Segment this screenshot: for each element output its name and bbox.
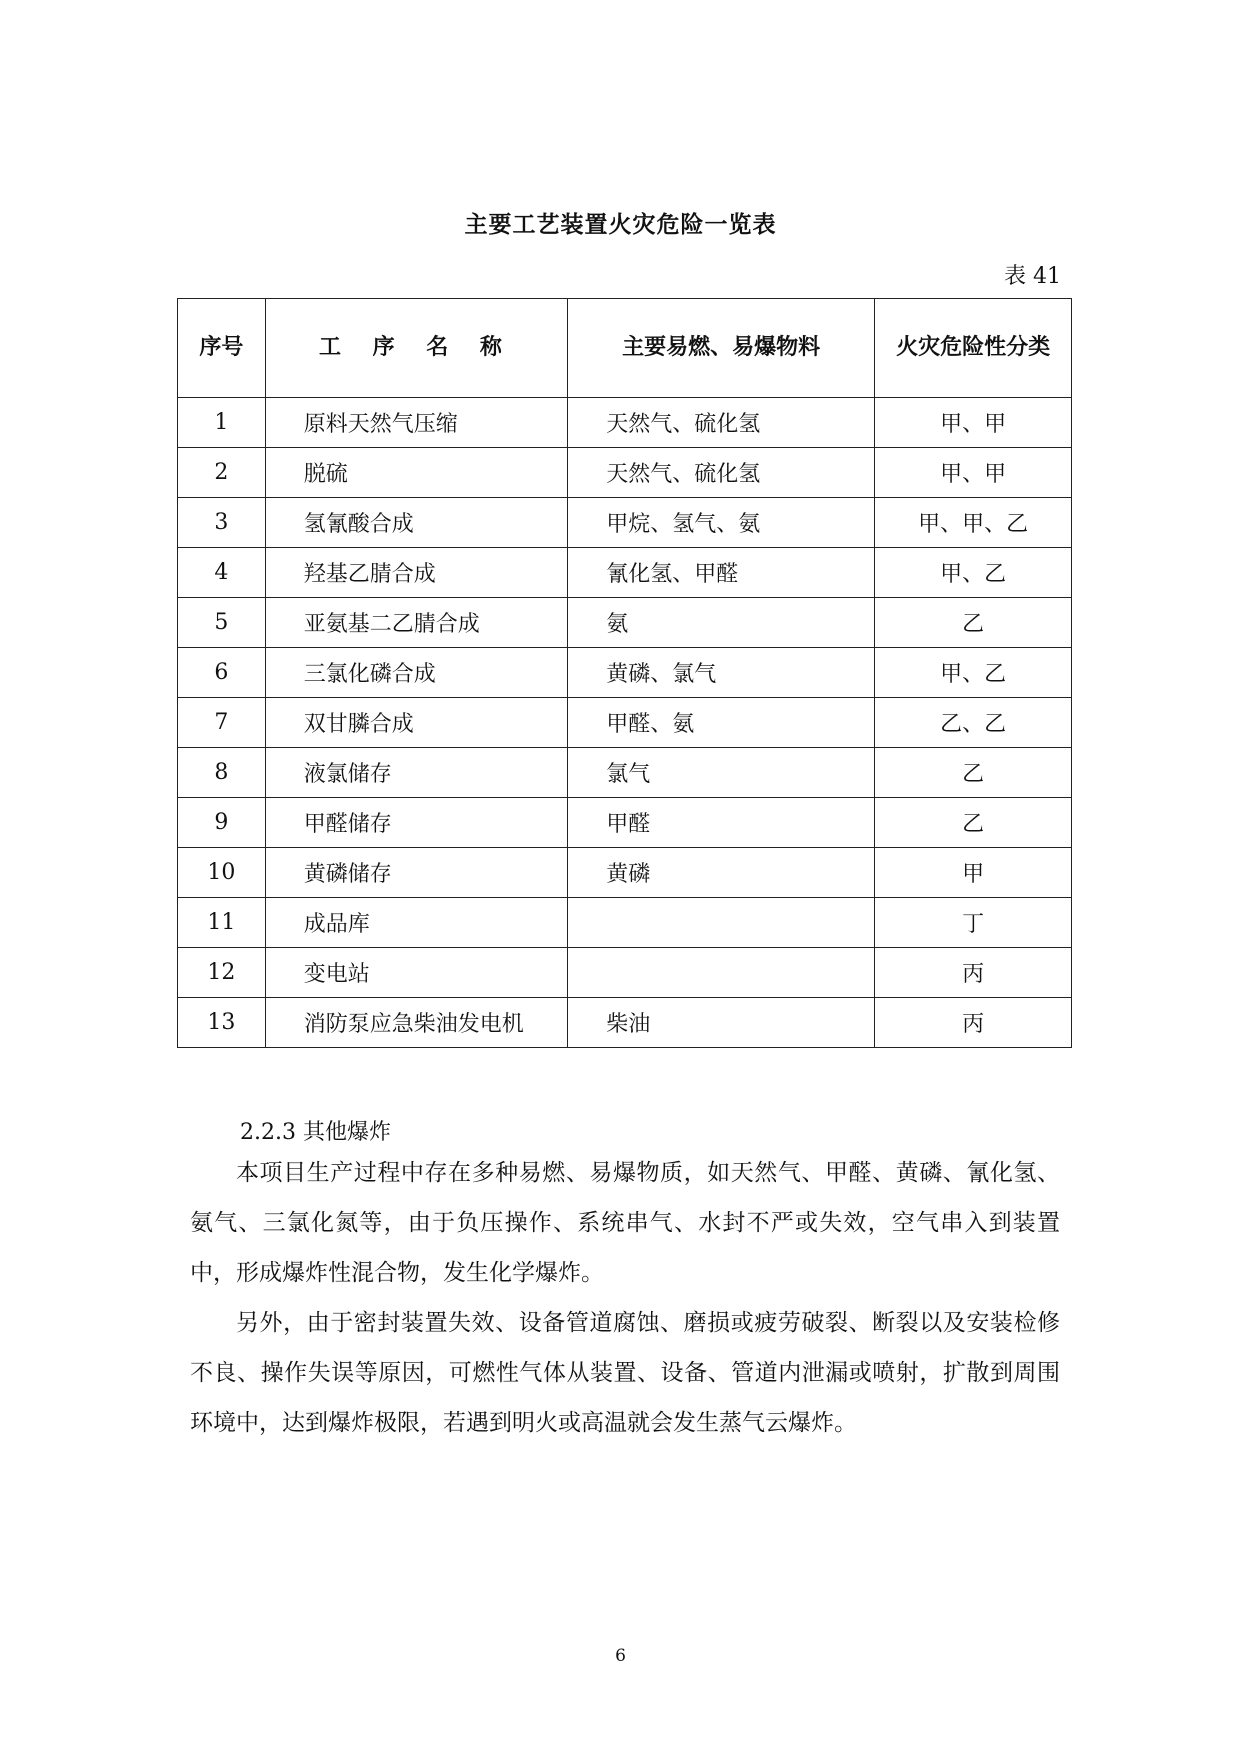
- table-header-row: [178, 299, 1072, 398]
- cell-fire-class: 甲、甲: [875, 398, 1072, 448]
- table-row: [178, 998, 1072, 1048]
- cell-materials: 氯气: [568, 748, 875, 798]
- cell-fire-class: 甲、乙: [875, 548, 1072, 598]
- cell-process: 黄磷储存: [265, 848, 567, 898]
- cell-process: 氢氰酸合成: [265, 498, 567, 548]
- cell-materials: 氰化氢、甲醛: [568, 548, 875, 598]
- cell-fire-class: 甲: [875, 848, 1072, 898]
- cell-fire-class: 乙: [875, 748, 1072, 798]
- table-body: [178, 398, 1072, 1048]
- table-row: [178, 898, 1072, 948]
- cell-seq: 5: [178, 598, 266, 648]
- page-number: 6: [615, 1646, 626, 1666]
- cell-materials: [568, 948, 875, 998]
- cell-materials: 氨: [568, 598, 875, 648]
- header-seq: 序号: [178, 299, 266, 398]
- cell-materials: 甲醛: [568, 798, 875, 848]
- cell-process: 脱硫: [265, 448, 567, 498]
- cell-process: 变电站: [265, 948, 567, 998]
- section-heading: 2.2.3 其他爆炸: [240, 1120, 391, 1145]
- cell-materials: 黄磷、氯气: [568, 648, 875, 698]
- header-materials: 主要易燃、易爆物料: [568, 299, 875, 398]
- paragraph-1: 本项目生产过程中存在多种易燃、易爆物质，如天然气、甲醛、黄磷、氰化氢、氨气、三氯化氮等，由于负压操作、系统串气、水封不严或失效，空气串入到装置中，形成爆炸性混合物，发生化学爆炸。: [190, 1160, 1060, 1286]
- cell-seq: 12: [178, 948, 266, 998]
- cell-materials: 柴油: [568, 998, 875, 1048]
- table-title: 主要工艺装置火灾危险一览表: [464, 212, 777, 238]
- cell-seq: 3: [178, 498, 266, 548]
- cell-fire-class: 甲、甲: [875, 448, 1072, 498]
- table-row: [178, 498, 1072, 548]
- cell-seq: 13: [178, 998, 266, 1048]
- table-row: [178, 848, 1072, 898]
- fire-hazard-table: [177, 298, 1072, 1048]
- cell-seq: 11: [178, 898, 266, 948]
- cell-fire-class: 丙: [875, 948, 1072, 998]
- cell-seq: 1: [178, 398, 266, 448]
- table-row: [178, 948, 1072, 998]
- cell-fire-class: 乙、乙: [875, 698, 1072, 748]
- cell-materials: 甲烷、氢气、氨: [568, 498, 875, 548]
- table-number: 表 41: [1004, 264, 1061, 289]
- cell-process: 双甘膦合成: [265, 698, 567, 748]
- cell-fire-class: 丁: [875, 898, 1072, 948]
- header-process: 工 序 名 称: [265, 299, 567, 398]
- table-row: [178, 748, 1072, 798]
- cell-process: 羟基乙腈合成: [265, 548, 567, 598]
- cell-fire-class: 乙: [875, 598, 1072, 648]
- cell-seq: 8: [178, 748, 266, 798]
- cell-seq: 2: [178, 448, 266, 498]
- cell-fire-class: 丙: [875, 998, 1072, 1048]
- table-row: [178, 798, 1072, 848]
- table-row: [178, 448, 1072, 498]
- cell-process: 亚氨基二乙腈合成: [265, 598, 567, 648]
- cell-materials: 天然气、硫化氢: [568, 398, 875, 448]
- cell-seq: 6: [178, 648, 266, 698]
- cell-process: 消防泵应急柴油发电机: [265, 998, 567, 1048]
- cell-process: 原料天然气压缩: [265, 398, 567, 448]
- cell-materials: [568, 898, 875, 948]
- table-row: [178, 398, 1072, 448]
- cell-seq: 4: [178, 548, 266, 598]
- cell-fire-class: 甲、甲、乙: [875, 498, 1072, 548]
- table-row: [178, 648, 1072, 698]
- table-row: [178, 548, 1072, 598]
- cell-seq: 10: [178, 848, 266, 898]
- cell-fire-class: 甲、乙: [875, 648, 1072, 698]
- cell-process: 液氯储存: [265, 748, 567, 798]
- cell-materials: 天然气、硫化氢: [568, 448, 875, 498]
- table-row: [178, 598, 1072, 648]
- cell-process: 三氯化磷合成: [265, 648, 567, 698]
- cell-fire-class: 乙: [875, 798, 1072, 848]
- cell-process: 甲醛储存: [265, 798, 567, 848]
- cell-seq: 9: [178, 798, 266, 848]
- cell-seq: 7: [178, 698, 266, 748]
- table-row: [178, 698, 1072, 748]
- header-fire-class: 火灾危险性分类: [875, 299, 1072, 398]
- cell-materials: 甲醛、氨: [568, 698, 875, 748]
- cell-materials: 黄磷: [568, 848, 875, 898]
- cell-process: 成品库: [265, 898, 567, 948]
- paragraph-2: 另外，由于密封装置失效、设备管道腐蚀、磨损或疲劳破裂、断裂以及安装检修不良、操作失误等原因，可燃性气体从装置、设备、管道内泄漏或喷射，扩散到周围环境中，达到爆炸极限，若遇到明火或高温就会发生蒸气云爆炸。: [190, 1310, 1060, 1436]
